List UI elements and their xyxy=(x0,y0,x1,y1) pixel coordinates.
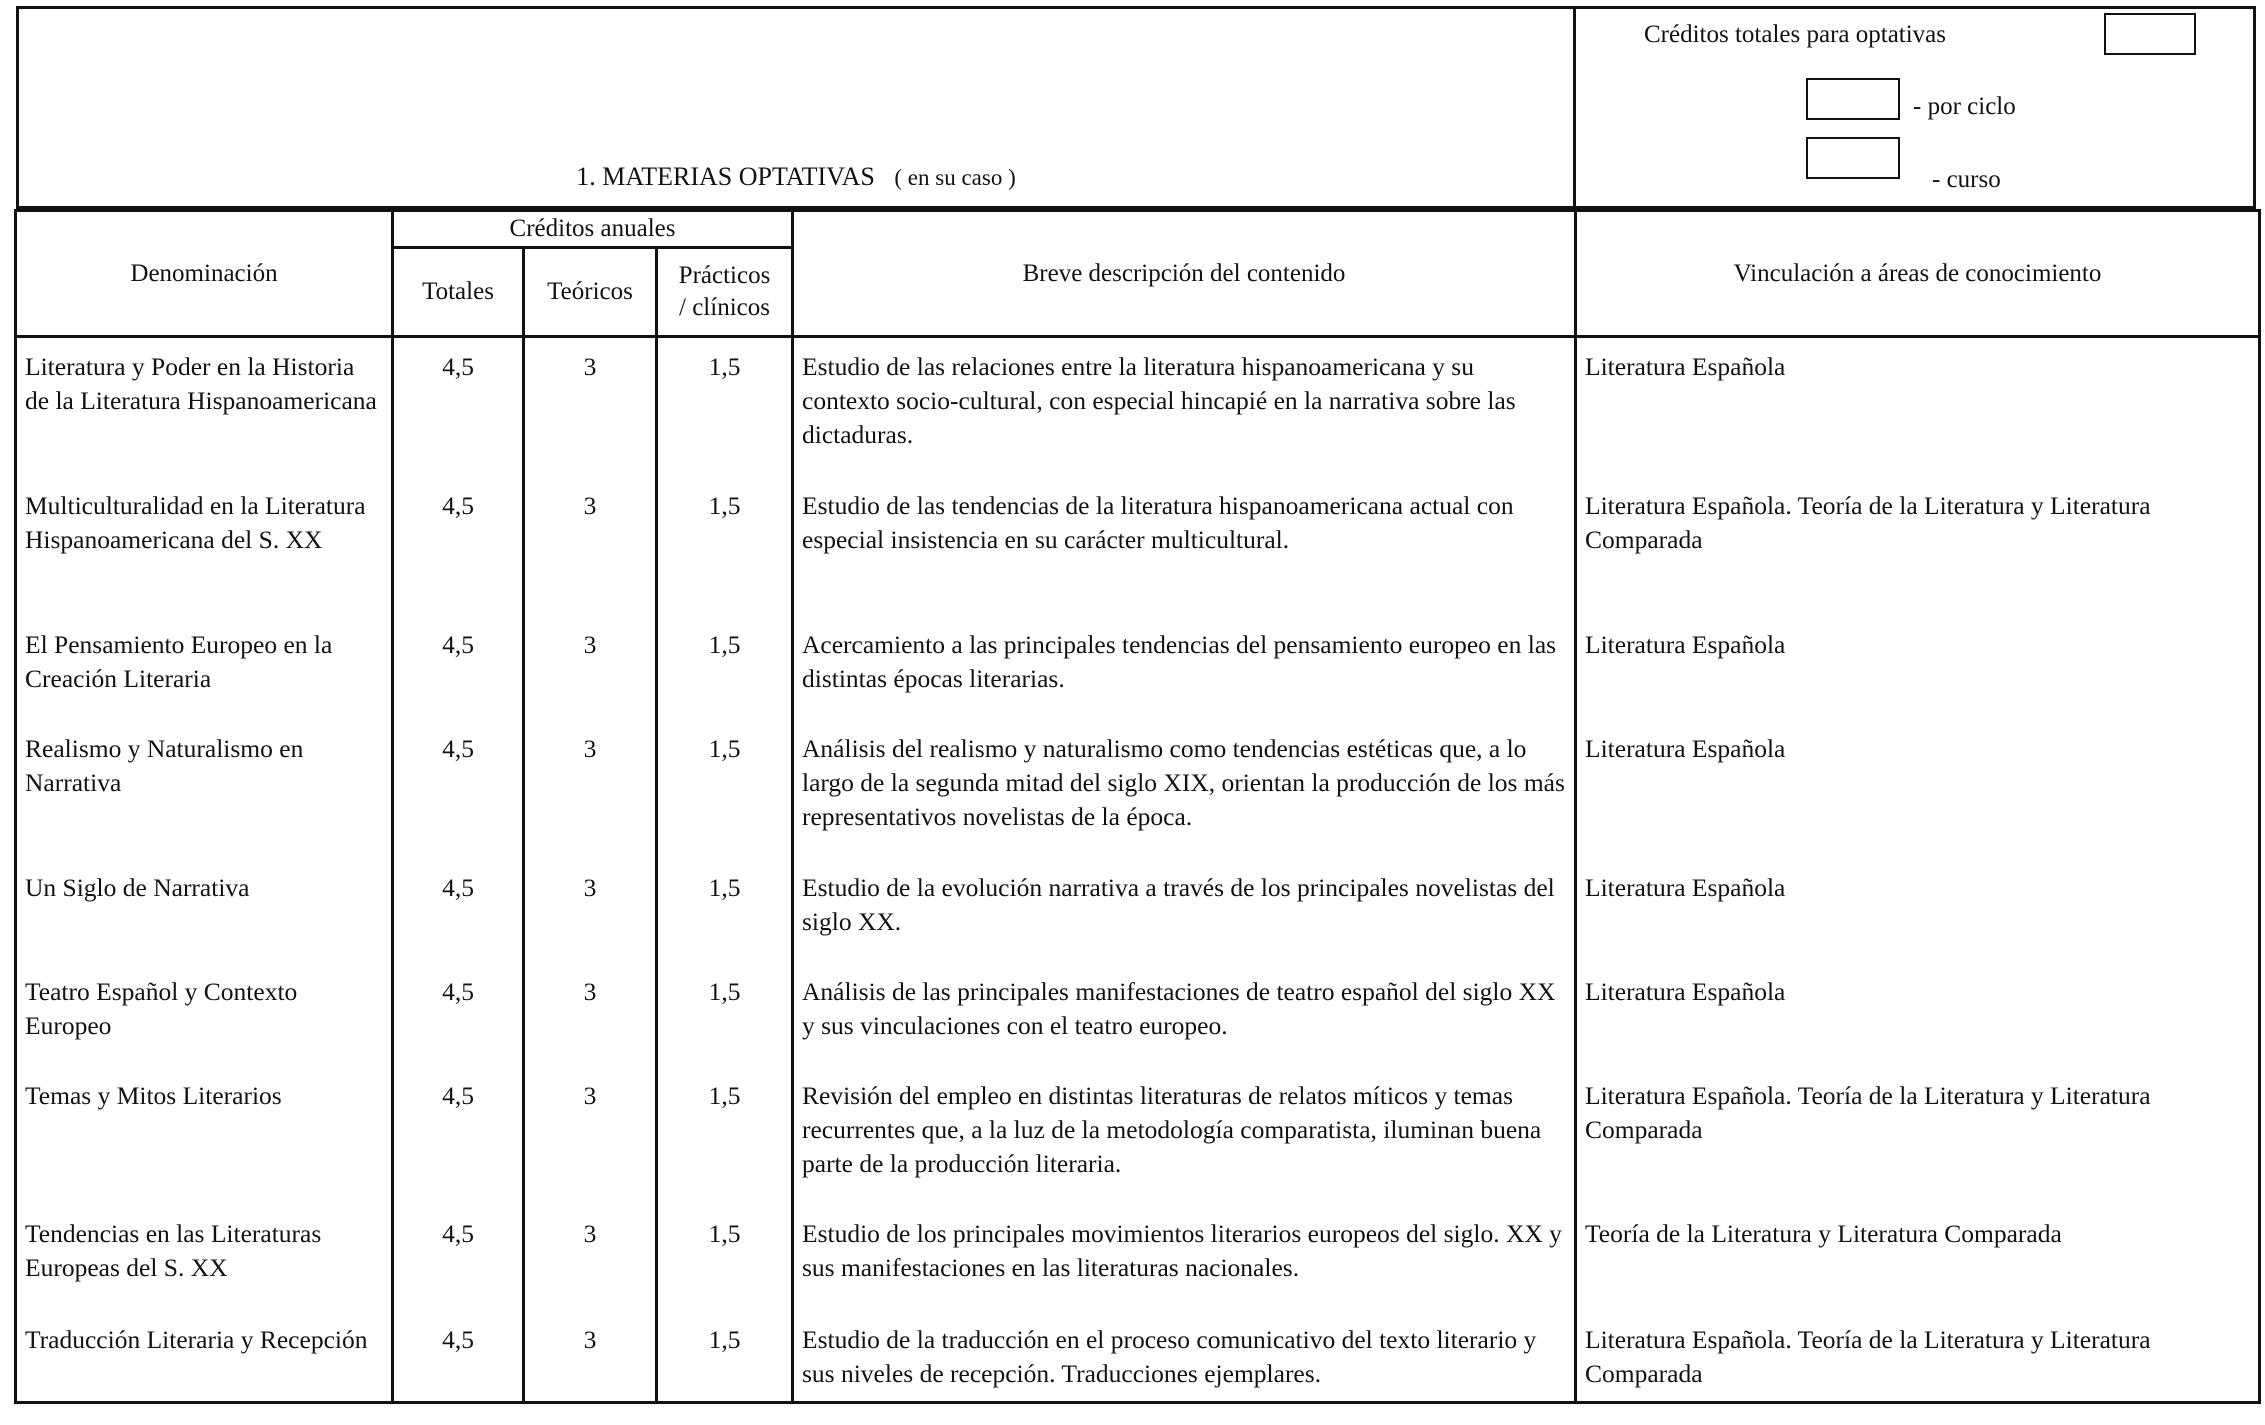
row-vinculacion: Literatura Española xyxy=(1576,720,2260,859)
materias-header xyxy=(16,6,1576,209)
col-creditos-anuales: Créditos anuales xyxy=(393,211,793,248)
creditos-totales-label: Créditos totales para optativas xyxy=(1644,21,1947,48)
table-header xyxy=(16,211,2260,337)
row-denominacion: El Pensamiento Europeo en la Creación Literaria xyxy=(16,616,393,720)
row-totales: 4,5 xyxy=(393,859,524,963)
row-totales: 4,5 xyxy=(393,720,524,859)
col-practicos xyxy=(657,248,793,337)
table-row xyxy=(16,616,2260,720)
row-teoricos: 3 xyxy=(524,1067,657,1205)
row-vinculacion: Literatura Española. Teoría de la Literatura y Literatura Comparada xyxy=(1576,1067,2260,1205)
section-title-note: ( en su caso ) xyxy=(894,165,1016,190)
row-denominacion: Multiculturalidad en la Literatura Hispanoamericana del S. XX xyxy=(16,477,393,616)
row-denominacion: Literatura y Poder en la Historia de la Literatura Hispanoamericana xyxy=(16,337,393,477)
row-teoricos: 3 xyxy=(524,337,657,477)
col-practicos-label: Prácticos xyxy=(678,262,771,289)
row-teoricos: 3 xyxy=(524,1205,657,1311)
table-row xyxy=(16,477,2260,616)
col-clinicos-label: / clínicos xyxy=(679,294,770,321)
row-totales: 4,5 xyxy=(393,963,524,1067)
row-totales: 4,5 xyxy=(393,337,524,477)
row-practicos: 1,5 xyxy=(657,963,793,1067)
row-practicos: 1,5 xyxy=(657,616,793,720)
col-totales: Totales xyxy=(393,248,524,337)
table-row xyxy=(16,1311,2260,1403)
row-totales: 4,5 xyxy=(393,477,524,616)
curso-label: - curso xyxy=(1932,166,2001,193)
row-descripcion: Análisis del realismo y naturalismo como tendencias estéticas que, a lo largo de la segunda mitad del siglo XIX, orientan la producción de los más representativos novelistas de la época. xyxy=(793,720,1576,859)
row-vinculacion: Teoría de la Literatura y Literatura Comparada xyxy=(1576,1205,2260,1311)
row-totales: 4,5 xyxy=(393,1205,524,1311)
row-practicos: 1,5 xyxy=(657,477,793,616)
row-practicos: 1,5 xyxy=(657,1205,793,1311)
creditos-totales-box[interactable] xyxy=(2104,13,2196,55)
row-practicos: 1,5 xyxy=(657,1311,793,1403)
table-row xyxy=(16,963,2260,1067)
row-teoricos: 3 xyxy=(524,1311,657,1403)
row-denominacion: Temas y Mitos Literarios xyxy=(16,1067,393,1205)
row-vinculacion: Literatura Española xyxy=(1576,337,2260,477)
section-title-text: 1. MATERIAS OPTATIVAS xyxy=(576,162,875,191)
table-body xyxy=(16,337,2260,1403)
creditos-optativas-panel xyxy=(1576,6,2256,209)
row-vinculacion: Literatura Española xyxy=(1576,616,2260,720)
materias-optativas-table xyxy=(14,209,2261,1404)
row-descripcion: Estudio de la evolución narrativa a través de los principales novelistas del siglo XX. xyxy=(793,859,1576,963)
row-vinculacion: Literatura Española xyxy=(1576,859,2260,963)
row-teoricos: 3 xyxy=(524,720,657,859)
row-teoricos: 3 xyxy=(524,963,657,1067)
por-ciclo-box[interactable] xyxy=(1806,78,1900,120)
row-descripcion: Estudio de las tendencias de la literatura hispanoamericana actual con especial insistencia en su carácter multicultural. xyxy=(793,477,1576,616)
col-denominacion: Denominación xyxy=(16,211,393,337)
row-vinculacion: Literatura Española xyxy=(1576,963,2260,1067)
row-denominacion: Teatro Español y Contexto Europeo xyxy=(16,963,393,1067)
table-row xyxy=(16,859,2260,963)
row-denominacion: Un Siglo de Narrativa xyxy=(16,859,393,963)
row-totales: 4,5 xyxy=(393,1067,524,1205)
table-row xyxy=(16,720,2260,859)
row-practicos: 1,5 xyxy=(657,1067,793,1205)
row-practicos: 1,5 xyxy=(657,720,793,859)
col-teoricos: Teóricos xyxy=(524,248,657,337)
row-denominacion: Tendencias en las Literaturas Europeas del S. XX xyxy=(16,1205,393,1311)
row-descripcion: Estudio de las relaciones entre la literatura hispanoamericana y su contexto socio-cultural, con especial hincapié en la narrativa sobre las dictaduras. xyxy=(793,337,1576,477)
row-denominacion: Realismo y Naturalismo en Narrativa xyxy=(16,720,393,859)
row-practicos: 1,5 xyxy=(657,337,793,477)
col-vinculacion: Vinculación a áreas de conocimiento xyxy=(1576,211,2260,337)
row-descripcion: Estudio de los principales movimientos literarios europeos del siglo. XX y sus manifestaciones en las literaturas nacionales. xyxy=(793,1205,1576,1311)
por-ciclo-label: - por ciclo xyxy=(1913,93,2016,120)
table-row xyxy=(16,337,2260,477)
row-descripcion: Acercamiento a las principales tendencias del pensamiento europeo en las distintas épocas literarias. xyxy=(793,616,1576,720)
row-descripcion: Revisión del empleo en distintas literaturas de relatos míticos y temas recurrentes que, a la luz de la metodología comparatista, iluminan buena parte de la producción literaria. xyxy=(793,1067,1576,1205)
row-descripcion: Estudio de la traducción en el proceso comunicativo del texto literario y sus niveles de recepción. Traducciones ejemplares. xyxy=(793,1311,1576,1403)
row-teoricos: 3 xyxy=(524,859,657,963)
row-teoricos: 3 xyxy=(524,616,657,720)
section-title xyxy=(19,162,1573,192)
table-row xyxy=(16,1067,2260,1205)
row-vinculacion: Literatura Española. Teoría de la Literatura y Literatura Comparada xyxy=(1576,477,2260,616)
table-row xyxy=(16,1205,2260,1311)
row-denominacion: Traducción Literaria y Recepción xyxy=(16,1311,393,1403)
col-descripcion: Breve descripción del contenido xyxy=(793,211,1576,337)
row-vinculacion: Literatura Española. Teoría de la Literatura y Literatura Comparada xyxy=(1576,1311,2260,1403)
curso-box[interactable] xyxy=(1806,137,1900,179)
row-descripcion: Análisis de las principales manifestaciones de teatro español del siglo XX y sus vinculaciones con el teatro europeo. xyxy=(793,963,1576,1067)
row-totales: 4,5 xyxy=(393,616,524,720)
row-teoricos: 3 xyxy=(524,477,657,616)
row-totales: 4,5 xyxy=(393,1311,524,1403)
row-practicos: 1,5 xyxy=(657,859,793,963)
